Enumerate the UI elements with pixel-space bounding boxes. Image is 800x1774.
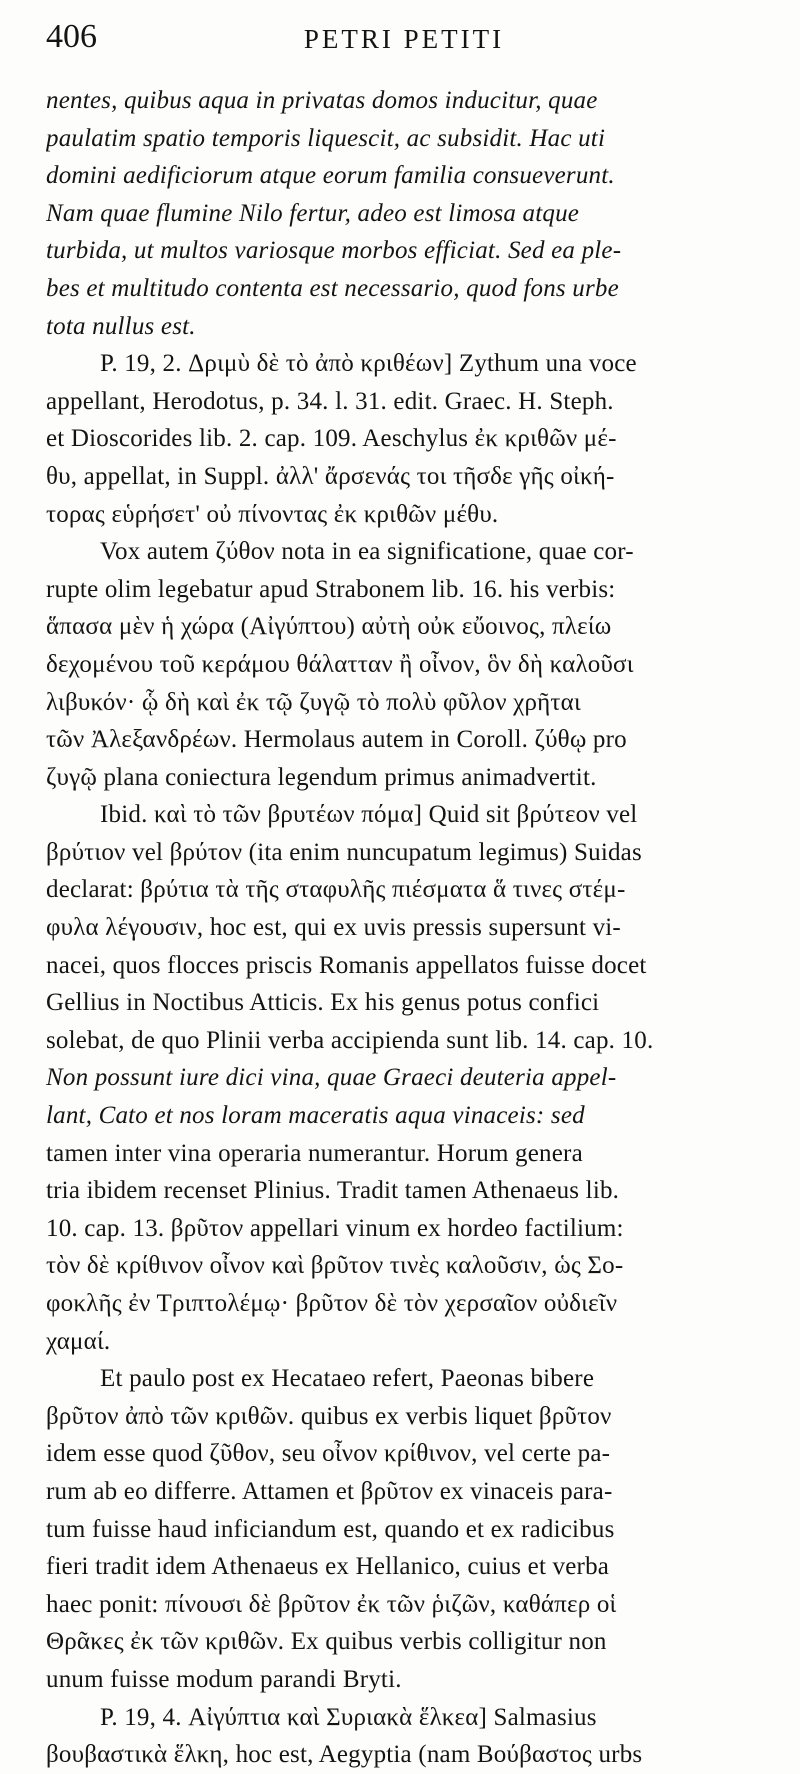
text-line: appellant, Herodotus, p. 34. l. 31. edit. Graec. H. Steph. [46, 387, 614, 415]
text-line: nacei, quos flocces priscis Romanis appellatos fuisse docet [46, 951, 647, 979]
text-line: P. 19, 2. Δριμὺ δὲ τὸ ἀπὸ κριθέων] Zythum una voce [100, 350, 637, 378]
text-line: declarat: βρύτια τὰ τῆς σταφυλῆς πιέσματα ἅ τινες στέμ- [46, 876, 626, 904]
text-line: ζυγῷ plana coniectura legendum primus animadvertit. [46, 763, 597, 791]
page-number: 406 [46, 18, 97, 55]
text-line: tamen inter vina operaria numerantur. Horum genera [46, 1139, 583, 1167]
text-line: χαμαί. [46, 1327, 111, 1355]
text-line: tum fuisse haud inficiandum est, quando et ex radicibus [46, 1515, 615, 1543]
text-line: Nam quae flumine Nilo fertur, adeo est limosa atque [46, 199, 580, 227]
text-line: βρύτιον vel βρύτον (ita enim nuncupatum legimus) Suidas [46, 838, 642, 866]
text-line: βρῦτον ἀπὸ τῶν κριθῶν. quibus ex verbis liquet βρῦτον [46, 1402, 612, 1430]
text-line: θυ, appellat, in Suppl. ἀλλ' ἄρσενάς τοι τῆσδε γῆς οἰκή- [46, 462, 615, 490]
text-line: φοκλῆς ἐν Τριπτολέμῳ· βρῦτον δὲ τὸν χερσαῖον οὐδιεῖν [46, 1290, 618, 1317]
text-line: tota nullus est. [46, 312, 196, 340]
text-line: rum ab eo differre. Attamen et βρῦτον ex vinaceis para- [46, 1477, 613, 1505]
text-line: Ibid. καὶ τὸ τῶν βρυτέων πόμα] Quid sit βρύτεον vel [100, 801, 638, 829]
text-line: paulatim spatio temporis liquescit, ac subsidit. Hac uti [46, 124, 606, 152]
text-line: Non possunt iure dici vina, quae Graeci deuteria appel- [46, 1064, 617, 1092]
text-line: δεχομένου τοῦ κεράμου θάλατταν ἢ οἶνον, ὃν δὴ καλοῦσι [46, 650, 634, 678]
text-line: idem esse quod ζῦθον, seu οἶνον κρίθινον, vel certe pa- [46, 1440, 611, 1468]
text-line: bes et multitudo contenta est necessario, quod fons urbe [46, 274, 619, 302]
text-line: τὸν δὲ κρίθινον οἶνον καὶ βρῦτον τινὲς καλοῦσιν, ὡς Σο- [46, 1252, 624, 1280]
text-line: fieri tradit idem Athenaeus ex Hellanico, cuius et verba [46, 1553, 610, 1581]
text-line: tria ibidem recenset Plinius. Tradit tamen Athenaeus lib. [46, 1177, 620, 1205]
text-line: λιβυκόν· ᾧ δὴ καὶ ἐκ τῷ ζυγῷ τὸ πολὺ φῦλον χρῆται [46, 688, 581, 716]
text-line: domini aedificiorum atque eorum familia consueverunt. [46, 162, 615, 190]
text-line: φυλα λέγουσιν, hoc est, qui ex uvis pressis supersunt vi- [46, 914, 621, 942]
text-line: 10. cap. 13. βρῦτον appellari vinum ex hordeo factilium: [46, 1214, 624, 1242]
text-line: βουβαστικὰ ἕλκη, hoc est, Aegyptia (nam Βούβαστος urbs [46, 1741, 643, 1769]
page-header [46, 14, 762, 70]
text-line: ἅπασα μὲν ἡ χώρα (Αἰγύπτου) αὐτὴ οὐκ εὔοινος, πλείω [46, 613, 612, 641]
body-text [46, 82, 762, 1774]
text-line: unum fuisse modum parandi Bryti. [46, 1665, 402, 1693]
text-line: nentes, quibus aqua in privatas domos inducitur, quae [46, 87, 598, 114]
text-line: rupte olim legebatur apud Strabonem lib. 16. his verbis: [46, 575, 616, 603]
text-line: Et paulo post ex Hecataeo refert, Paeonas bibere [100, 1365, 595, 1393]
running-head: PETRI PETITI [303, 24, 505, 54]
text-line: τῶν Ἀλεξανδρέων. Hermolaus autem in Coroll. ζύθῳ pro [46, 726, 627, 754]
text-line: et Dioscorides lib. 2. cap. 109. Aeschylus ἐκ κριθῶν μέ- [46, 425, 617, 453]
text-line: Vox autem ζύθον nota in ea significatione, quae cor- [100, 538, 634, 566]
text-line: P. 19, 4. Αἰγύπτια καὶ Συριακὰ ἕλκεα] Salmasius [100, 1703, 597, 1731]
text-line: solebat, de quo Plinii verba accipienda sunt lib. 14. cap. 10. [46, 1026, 654, 1054]
text-line: haec ponit: πίνουσι δὲ βρῦτον ἐκ τῶν ῥιζῶν, καθάπερ οἱ [46, 1590, 617, 1618]
text-line: Gellius in Noctibus Atticis. Ex his genus potus confici [46, 989, 600, 1017]
text-line: lant, Cato et nos loram maceratis aqua vinaceis: sed [46, 1102, 585, 1130]
text-line: turbida, ut multos variosque morbos efficiat. Sed ea ple- [46, 237, 622, 265]
text-line: τορας εὑρήσετ' οὐ πίνοντας ἐκ κριθῶν μέθυ. [46, 500, 499, 528]
text-line: Θρᾶκες ἐκ τῶν κριθῶν. Ex quibus verbis colligitur non [46, 1628, 607, 1656]
